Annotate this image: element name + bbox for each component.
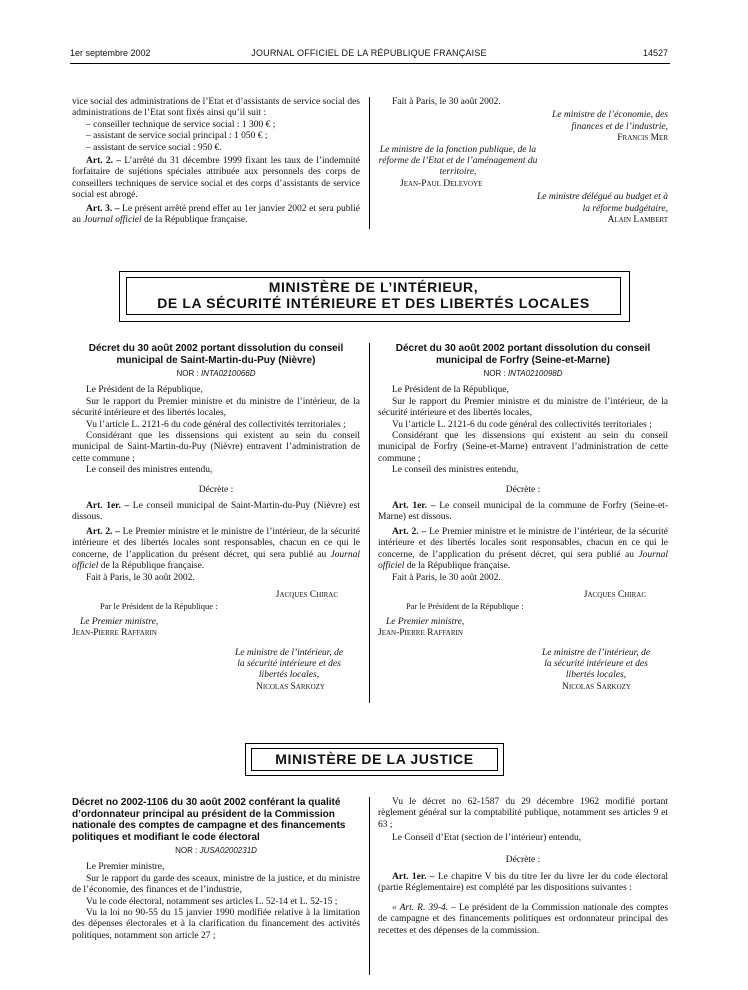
decret-saint-martin-nor: NOR : INTA0210066D <box>176 369 256 378</box>
sig-economie-name: Francis Mer <box>617 133 668 144</box>
top-item-1: – conseiller technique de service social : 1 300 € ; <box>86 119 276 130</box>
decret-forfry-p2: Sur le rapport du Premier ministre et du ministre de l’intérieur, de la sécurité intérieure et des libertés locales, <box>378 396 668 419</box>
decret-2002-1106-title: Décret no 2002-1106 du 30 août 2002 conférant la qualité d’ordonnateur principal au président de la Commission nationale des comptes de campagne et des financements politiques et modifiant le code électoral <box>72 797 346 843</box>
decret-2002-1106-decrete: Décrète : <box>505 854 541 865</box>
decret-forfry-p5: Le conseil des ministres entendu, <box>392 465 519 476</box>
header-journal-title: JOURNAL OFFICIEL DE LA RÉPUBLIQUE FRANÇAISE <box>251 48 487 58</box>
ministry-interieur-line2: DE LA SÉCURITÉ INTÉRIEURE ET DES LIBERTÉS LOCALES <box>157 295 590 311</box>
decret-forfry-fait: Fait à Paris, le 30 août 2002. <box>392 572 501 583</box>
top-article-3: Art. 3. – Le présent arrêté prend effet au 1er janvier 2002 et sera publié au Journal officiel de la République française. <box>72 203 361 226</box>
top-left-column <box>72 97 360 226</box>
sig-budget-name: Alain Lambert <box>607 215 668 226</box>
decret-2002-1106-art-r39-4: « Art. R. 39-4. – Le président de la Commission nationale des comptes de campagne et des financements politiques est ordonnateur principal des recettes et des dépenses de la commission. <box>378 902 669 936</box>
decret-saint-martin-min-name: Nicolas Sarkozy <box>256 681 325 692</box>
decret-saint-martin <box>72 343 360 693</box>
top-article-2: Art. 2. – L’arrêté du 31 décembre 1999 fixant les taux de l’indemnité forfaitaire de sujétions spéciales attribuée aux personnels des corps de conseillers techniques de service social et des corps d’assistants de service social est abrogé. <box>72 156 360 201</box>
decret-saint-martin-p2: Sur le rapport du Premier ministre et du ministre de l’intérieur, de la sécurité intérieure et des libertés locales, <box>72 396 360 419</box>
decret-forfry-par: Par le Président de la République : <box>406 601 524 612</box>
decret-2002-1106-p2: Sur le rapport du garde des sceaux, ministre de la justice, et du ministre de l’économie, des finances et de l’industrie, <box>72 873 360 896</box>
decret-2002-1106-p5: Vu le décret no 62-1587 du 29 décembre 1962 modifié portant règlement général sur la comptabilité publique, notamment ses articles 9 et 63 ; <box>378 797 668 830</box>
decret-saint-martin-p1: Le Président de la République, <box>86 385 203 396</box>
header-rule <box>70 63 670 64</box>
decret-2002-1106-nor: NOR : JUSA0200231D <box>175 846 257 855</box>
decret-saint-martin-art1: Art. 1er. – Le conseil municipal de Saint-Martin-du-Puy (Nièvre) est dissous. <box>72 501 360 523</box>
decret-2002-1106-p3: Vu le code électoral, notamment ses articles L. 52-14 et L. 52-15 ; <box>86 896 338 907</box>
decret-2002-1106-p1: Le Premier ministre, <box>86 862 165 873</box>
decret-forfry-min-role: Le ministre de l’intérieur, de la sécurité intérieure et des libertés locales, <box>541 647 651 681</box>
decret-2002-1106-p4: Vu la loi no 90-55 du 15 janvier 1990 modifiée relative à la limitation des dépenses électorales et à la clarification du financement des activités politiques, notamment son article 27 ; <box>72 908 360 941</box>
decret-forfry-p1: Le Président de la République, <box>392 385 509 396</box>
decret-forfry-decrete: Décrète : <box>505 484 541 495</box>
decret-saint-martin-p3: Vu l’article L. 2121-6 du code général des collectivités territoriales ; <box>86 419 346 430</box>
header-date: 1er septembre 2002 <box>70 48 151 58</box>
decret-saint-martin-president: Jacques Chirac <box>275 589 338 600</box>
header-page-number: 14527 <box>642 48 668 58</box>
decret-forfry-pm-name: Jean-Pierre Raffarin <box>378 628 463 639</box>
ministry-interieur-box <box>126 277 621 315</box>
running-header <box>70 48 668 62</box>
decret-saint-martin-title: Décret du 30 août 2002 portant dissolution du conseil municipal de Saint-Martin-du-Puy (Nièvre) <box>88 343 344 366</box>
sig-fonction-publique-role: Le ministre de la fonction publique, de la réforme de l’Etat et de l’aménagement du territoire, <box>378 144 538 178</box>
decret-2002-1106-continued <box>378 797 668 937</box>
sig-economie-role: Le ministre de l’économie, des finances et de l’industrie, <box>552 110 668 132</box>
decret-forfry-p3: Vu l’article L. 2121-6 du code général des collectivités territoriales ; <box>392 419 652 430</box>
decret-forfry-min-name: Nicolas Sarkozy <box>562 681 631 692</box>
top-right-column <box>378 97 668 226</box>
decret-saint-martin-art2: Art. 2. – Le Premier ministre et le ministre de l’intérieur, de la sécurité intérieure et des libertés locales sont responsables, chacun en ce qui le concerne, de l’application du présent décret, qui sera publié au Journal officiel de la République française. <box>72 526 360 572</box>
decret-saint-martin-p5: Le conseil des ministres entendu, <box>86 465 213 476</box>
decret-saint-martin-pm-name: Jean-Pierre Raffarin <box>72 628 157 639</box>
decret-2002-1106-p6: Le Conseil d’Etat (section de l’intérieur) entendu, <box>392 833 582 844</box>
decret-forfry-title: Décret du 30 août 2002 portant dissolution du conseil municipal de Forfry (Seine-et-Marne) <box>395 343 651 366</box>
bottom-column-rule <box>369 797 370 975</box>
ministry-justice-title: MINISTÈRE DE LA JUSTICE <box>275 751 474 767</box>
decret-forfry-president: Jacques Chirac <box>583 589 646 600</box>
decret-2002-1106 <box>72 797 360 942</box>
decret-saint-martin-par: Par le Président de la République : <box>100 601 218 612</box>
decret-forfry-pm-role: Le Premier ministre, <box>386 616 465 627</box>
top-item-2: – assistant de service social principal : 1 050 € ; <box>86 131 268 142</box>
sig-budget-role: Le ministre délégué au budget et à la réforme budgétaire, <box>536 192 668 214</box>
decret-forfry-p4: Considérant que les dissensions qui existent au sein du conseil municipal de Forfry (Seine-et-Marne) entravent l’administration de cette commune ; <box>378 431 668 464</box>
top-column-rule <box>369 97 370 229</box>
top-item-3: – assistant de service social : 950 €. <box>86 142 222 153</box>
top-intro: vice social des administrations de l’Etat et d’assistants de service social des administrations de l’Etat sont fixés ainsi qu’il suit : <box>72 97 360 119</box>
sig-fonction-publique-name: Jean-Paul Delevoye <box>400 178 483 189</box>
top-fait: Fait à Paris, le 30 août 2002. <box>392 97 501 107</box>
decret-forfry-art2: Art. 2. – Le Premier ministre et le ministre de l’intérieur, de la sécurité intérieure et des libertés locales sont responsables, chacun en ce qui le concerne, de l’application du présent décret, qui sera publié au Journal officiel de la République française. <box>378 526 668 572</box>
decret-forfry-art1: Art. 1er. – Le conseil municipal de la commune de Forfry (Seine-et-Marne) est dissous. <box>378 501 668 523</box>
middle-column-rule <box>369 343 370 703</box>
decret-forfry <box>378 343 668 693</box>
decret-saint-martin-p4: Considérant que les dissensions qui existent au sein du conseil municipal de Saint-Martin-du-Puy (Nièvre) entravent l’administration de cette commune ; <box>72 431 360 464</box>
decret-saint-martin-pm-role: Le Premier ministre, <box>80 616 159 627</box>
decret-saint-martin-fait: Fait à Paris, le 30 août 2002. <box>86 572 195 583</box>
decret-2002-1106-art1: Art. 1er. – Le chapitre V bis du titre Ier du livre Ier du code électoral (partie Réglementaire) est complété par les dispositions suivantes : <box>378 872 668 894</box>
ministry-interieur-line1: MINISTÈRE DE L’INTÉRIEUR, <box>268 279 479 295</box>
ministry-justice-box <box>251 748 498 771</box>
decret-saint-martin-decrete: Décrète : <box>198 484 234 495</box>
decret-saint-martin-min-role: Le ministre de l’intérieur, de la sécurité intérieure et des libertés locales, <box>234 647 344 681</box>
decret-forfry-nor: NOR : INTA0210098D <box>483 369 563 378</box>
